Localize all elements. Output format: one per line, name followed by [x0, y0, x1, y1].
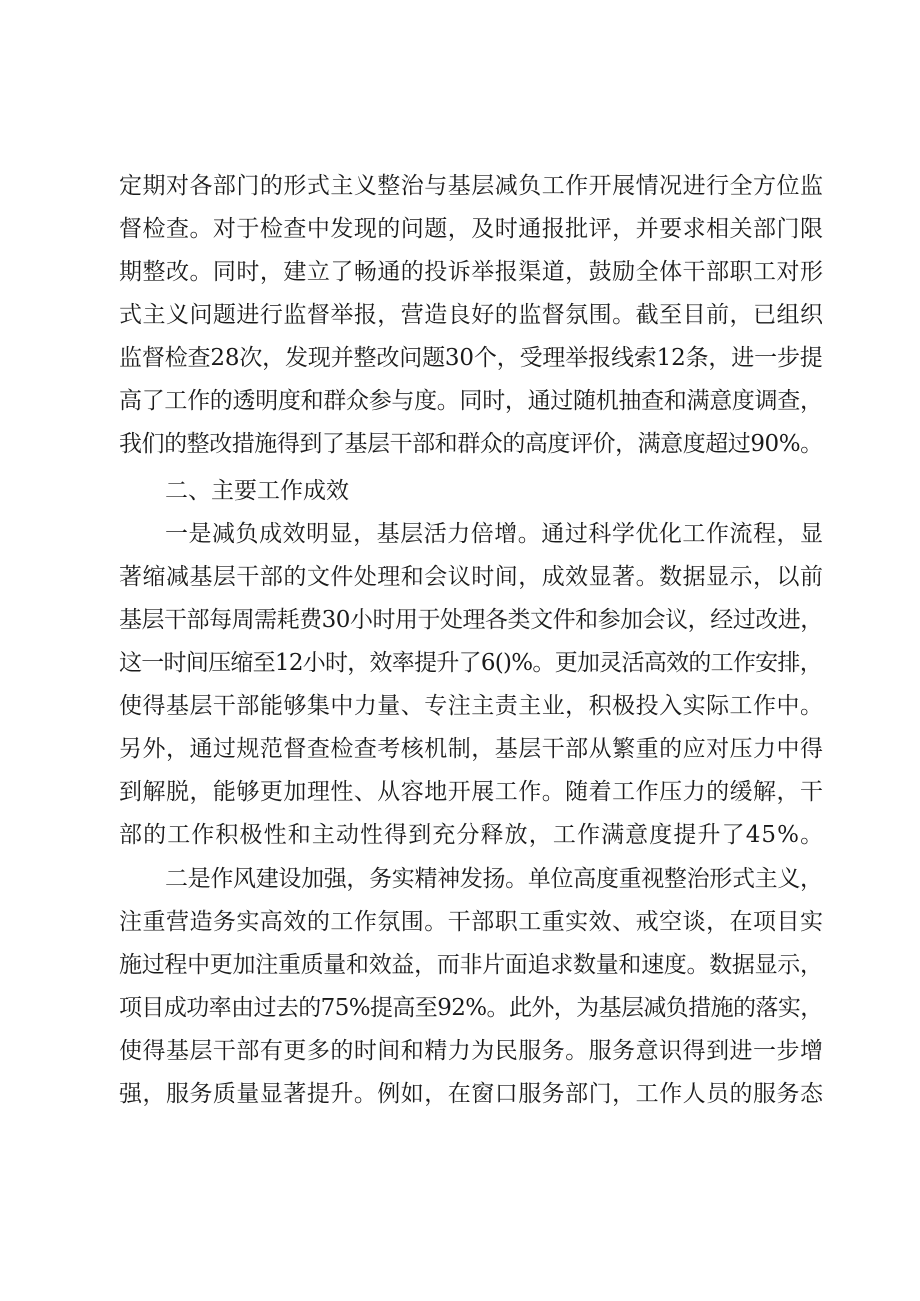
paragraph1-line-6: 另外，通过规范督查检查考核机制，基层干部从繁重的应对压力中得 [119, 736, 824, 762]
paragraph2-line-5: 使得基层干部有更多的时间和精力为民服务。服务意识得到进一步增 [119, 1038, 824, 1064]
paragraph2-line-6: 强，服务质量显著提升。例如，在窗口服务部门，工作人员的服务态 [119, 1081, 824, 1107]
paragraph1-line-5: 使得基层干部能够集中力量、专注主责主业，积极投入实际工作中。 [119, 693, 824, 719]
intro-line-6: 高了工作的透明度和群众参与度。同时，通过随机抽查和满意度调查， [119, 388, 823, 414]
paragraph1-line-2: 著缩减基层干部的文件处理和会议时间，成效显著。数据显示，以前 [119, 564, 824, 590]
paragraph1-line-7: 到解脱，能够更加理性、从容地开展工作。随着工作压力的缓解，干 [119, 779, 824, 805]
paragraph1-line-8: 部的工作积极性和主动性得到充分释放，工作满意度提升了45%。 [119, 822, 825, 848]
paragraph2-line-4: 项目成功率由过去的75%提高至92%。此外，为基层减负措施的落实， [119, 995, 823, 1021]
intro-line-1: 定期对各部门的形式主义整治与基层减负工作开展情况进行全方位监 [119, 173, 824, 199]
paragraph2-line-1: 二是作风建设加强，务实精神发扬。单位高度重视整治形式主义， [165, 866, 823, 892]
intro-line-2: 督检查。对于检查中发现的问题，及时通报批评，并要求相关部门限 [119, 216, 824, 242]
paragraph2-line-3: 施过程中更加注重质量和效益，而非片面追求数量和速度。数据显示， [119, 952, 823, 978]
paragraph2-line-2: 注重营造务实高效的工作氛围。干部职工重实效、戒空谈，在项目实 [119, 909, 824, 935]
intro-line-4: 式主义问题进行监督举报，营造良好的监督氛围。截至目前，已组织 [119, 302, 824, 328]
section-heading: 二、主要工作成效 [165, 478, 349, 504]
paragraph1-line-3: 基层干部每周需耗费30小时用于处理各类文件和参加会议，经过改进， [119, 607, 823, 633]
paragraph1-line-4: 这一时间压缩至12小时，效率提升了6()%。更加灵活高效的工作安排， [119, 650, 822, 676]
intro-line-3: 期整改。同时，建立了畅通的投诉举报渠道，鼓励全体干部职工对形 [119, 259, 824, 285]
intro-line-5: 监督检查28次，发现并整改问题30个，受理举报线索12条，进一步提 [119, 345, 823, 371]
intro-line-7: 我们的整改措施得到了基层干部和群众的高度评价，满意度超过90%。 [119, 431, 823, 457]
paragraph1-line-1: 一是减负成效明显，基层活力倍增。通过科学优化工作流程，显 [165, 521, 824, 547]
